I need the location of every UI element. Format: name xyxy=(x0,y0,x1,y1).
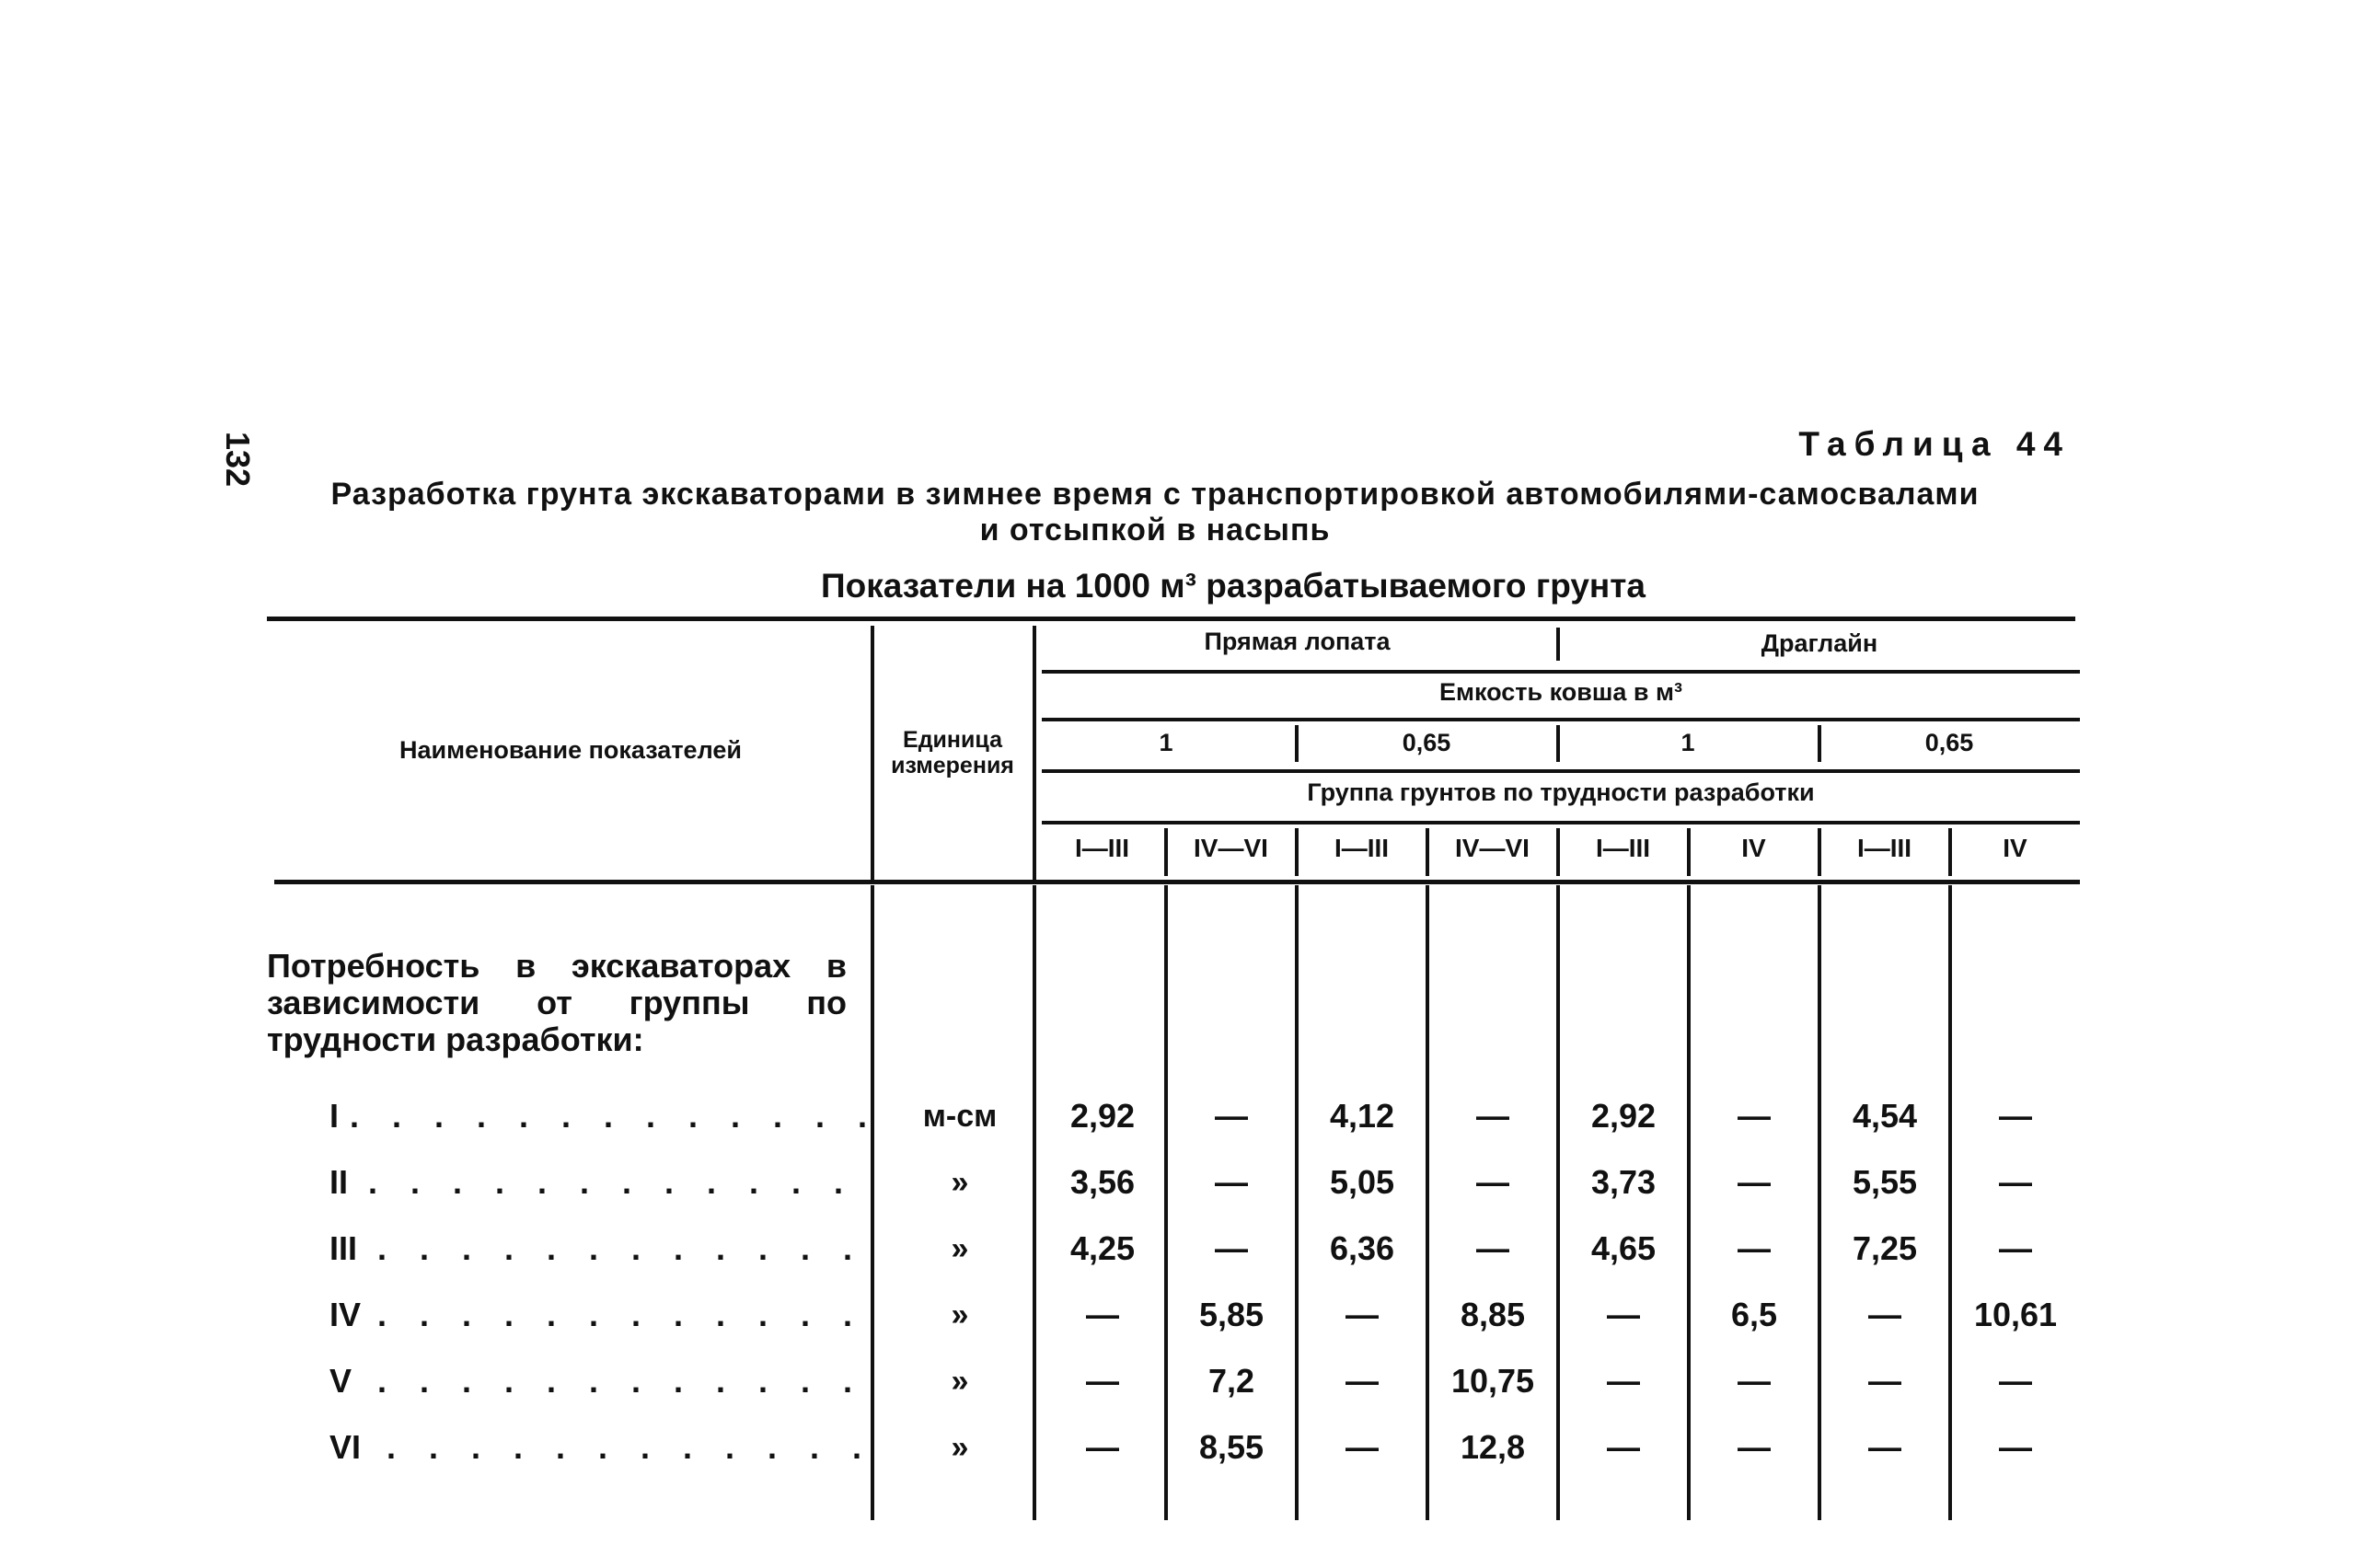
body-divider-4 xyxy=(1556,885,1560,1520)
group-divider-2 xyxy=(1295,828,1299,876)
group-divider-6 xyxy=(1818,828,1821,876)
header-group-4: IV—VI xyxy=(1455,834,1530,862)
cell: — xyxy=(1999,1163,2032,1201)
cell: 12,8 xyxy=(1460,1428,1526,1466)
leader-dots: . . . . . . . . . . . . xyxy=(377,1362,865,1400)
row-unit: » xyxy=(951,1430,969,1465)
header-group-1: I—III xyxy=(1074,834,1130,862)
row-label: I xyxy=(329,1097,340,1135)
cell: 8,55 xyxy=(1198,1428,1265,1466)
row-unit: м-см xyxy=(922,1099,998,1134)
cell: 4,54 xyxy=(1852,1097,1918,1135)
header-rule-2 xyxy=(1042,718,2080,721)
header-rule-3 xyxy=(1042,769,2080,773)
header-straight-shovel: Прямая лопата xyxy=(1204,628,1391,655)
col-divider-unit-body xyxy=(1033,885,1036,1520)
cell: — xyxy=(1738,1362,1771,1400)
body-divider-2 xyxy=(1295,885,1299,1520)
title-line-2: и отсыпкой в насыпь xyxy=(979,513,1331,548)
row-label: VI xyxy=(329,1428,362,1466)
row-unit: » xyxy=(951,1165,969,1200)
cell: — xyxy=(1476,1163,1509,1201)
row-label: V xyxy=(329,1362,352,1400)
leader-dots: . . . . . . . . . . . . xyxy=(377,1229,865,1267)
cell: — xyxy=(1345,1428,1379,1466)
group-divider-5 xyxy=(1687,828,1691,876)
shovel-dragline-divider xyxy=(1556,628,1560,661)
capacity-divider-3 xyxy=(1818,725,1821,762)
table-label: Таблица 44 xyxy=(1798,425,2071,463)
row-unit: » xyxy=(951,1231,969,1266)
header-bucket-capacity: Емкость ковша в м³ xyxy=(1439,678,1682,706)
col-divider-name-body xyxy=(871,885,874,1520)
cell: 4,25 xyxy=(1069,1229,1136,1267)
row-unit: » xyxy=(951,1297,969,1332)
cell: 10,61 xyxy=(1973,1296,2058,1333)
header-capacity-1: 1 xyxy=(1159,729,1173,756)
col-divider-unit xyxy=(1033,626,1036,880)
cell: 8,85 xyxy=(1460,1296,1526,1333)
cell: 2,92 xyxy=(1590,1097,1657,1135)
leader-dots: . . . . . . . . . . . . xyxy=(377,1296,865,1333)
cell: 7,25 xyxy=(1852,1229,1918,1267)
cell: 2,92 xyxy=(1069,1097,1136,1135)
header-bottom-rule xyxy=(274,880,2080,884)
cell: — xyxy=(1476,1097,1509,1135)
body-divider-3 xyxy=(1426,885,1429,1520)
cell: 10,75 xyxy=(1450,1362,1535,1400)
cell: — xyxy=(1607,1362,1640,1400)
cell: 7,2 xyxy=(1207,1362,1255,1400)
header-dragline: Драглайн xyxy=(1761,629,1878,657)
cell: — xyxy=(1738,1163,1771,1201)
cell: — xyxy=(1868,1362,1901,1400)
cell: 3,73 xyxy=(1590,1163,1657,1201)
cell: — xyxy=(1086,1296,1119,1333)
cell: — xyxy=(1607,1296,1640,1333)
subtitle: Показатели на 1000 м³ разрабатываемого грунта xyxy=(821,567,1646,605)
section-label: Потребность в экскаваторах в зависимости от группы по трудности разработки: xyxy=(267,947,847,1058)
cell: — xyxy=(1868,1428,1901,1466)
body-divider-5 xyxy=(1687,885,1691,1520)
cell: — xyxy=(1999,1097,2032,1135)
cell: — xyxy=(1086,1362,1119,1400)
cell: — xyxy=(1738,1428,1771,1466)
header-group-7: I—III xyxy=(1856,834,1912,862)
cell: — xyxy=(1215,1163,1248,1201)
group-divider-4 xyxy=(1556,828,1560,876)
cell: — xyxy=(1345,1362,1379,1400)
cell: — xyxy=(1738,1229,1771,1267)
col-divider-name xyxy=(871,626,874,880)
cell: 5,05 xyxy=(1329,1163,1395,1201)
header-capacity-4: 0,65 xyxy=(1924,729,1974,756)
cell: — xyxy=(1738,1097,1771,1135)
group-divider-1 xyxy=(1164,828,1168,876)
row-unit: » xyxy=(951,1364,969,1399)
row-label: IV xyxy=(329,1296,362,1333)
header-rule-4 xyxy=(1042,821,2080,824)
cell: 5,85 xyxy=(1198,1296,1265,1333)
group-divider-3 xyxy=(1426,828,1429,876)
cell: — xyxy=(1999,1229,2032,1267)
capacity-divider-2 xyxy=(1556,725,1560,762)
body-divider-6 xyxy=(1818,885,1821,1520)
row-label: II xyxy=(329,1163,349,1201)
cell: — xyxy=(1868,1296,1901,1333)
cell: — xyxy=(1999,1428,2032,1466)
header-unit-line-1: Единица xyxy=(903,727,1002,753)
capacity-divider-1 xyxy=(1295,725,1299,762)
header-group-6: IV xyxy=(1741,834,1766,862)
cell: — xyxy=(1607,1428,1640,1466)
header-group-2: IV—VI xyxy=(1194,834,1268,862)
cell: — xyxy=(1345,1296,1379,1333)
leader-dots: . . . . . . . . . . . . . xyxy=(350,1097,880,1135)
header-name-col: Наименование показателей xyxy=(399,736,742,764)
header-soil-group: Группа грунтов по трудности разработки xyxy=(1307,778,1815,806)
body-divider-1 xyxy=(1164,885,1168,1520)
cell: 5,55 xyxy=(1852,1163,1918,1201)
header-rule-1 xyxy=(1042,670,2080,674)
header-unit-line-2: измерения xyxy=(891,753,1014,778)
group-divider-7 xyxy=(1948,828,1952,876)
header-capacity-2: 0,65 xyxy=(1402,729,1451,756)
cell: — xyxy=(1999,1362,2032,1400)
cell: 6,36 xyxy=(1329,1229,1395,1267)
row-label: III xyxy=(329,1229,358,1267)
title-line-1: Разработка грунта экскаваторами в зимнее время с транспортировкой автомобилями-самосвалами xyxy=(330,477,1980,512)
table-top-rule xyxy=(267,617,2075,621)
leader-dots: . . . . . . . . . . . . xyxy=(368,1163,856,1201)
cell: 4,12 xyxy=(1329,1097,1395,1135)
cell: — xyxy=(1215,1229,1248,1267)
cell: — xyxy=(1215,1097,1248,1135)
cell: 6,5 xyxy=(1730,1296,1778,1333)
header-group-3: I—III xyxy=(1334,834,1390,862)
body-divider-7 xyxy=(1948,885,1952,1520)
cell: — xyxy=(1476,1229,1509,1267)
page-number: 132 xyxy=(219,431,258,488)
cell: — xyxy=(1086,1428,1119,1466)
leader-dots: . . . . . . . . . . . . xyxy=(387,1428,874,1466)
header-group-8: IV xyxy=(2003,834,2027,862)
cell: 3,56 xyxy=(1069,1163,1136,1201)
header-capacity-3: 1 xyxy=(1680,729,1695,756)
cell: 4,65 xyxy=(1590,1229,1657,1267)
header-group-5: I—III xyxy=(1595,834,1651,862)
